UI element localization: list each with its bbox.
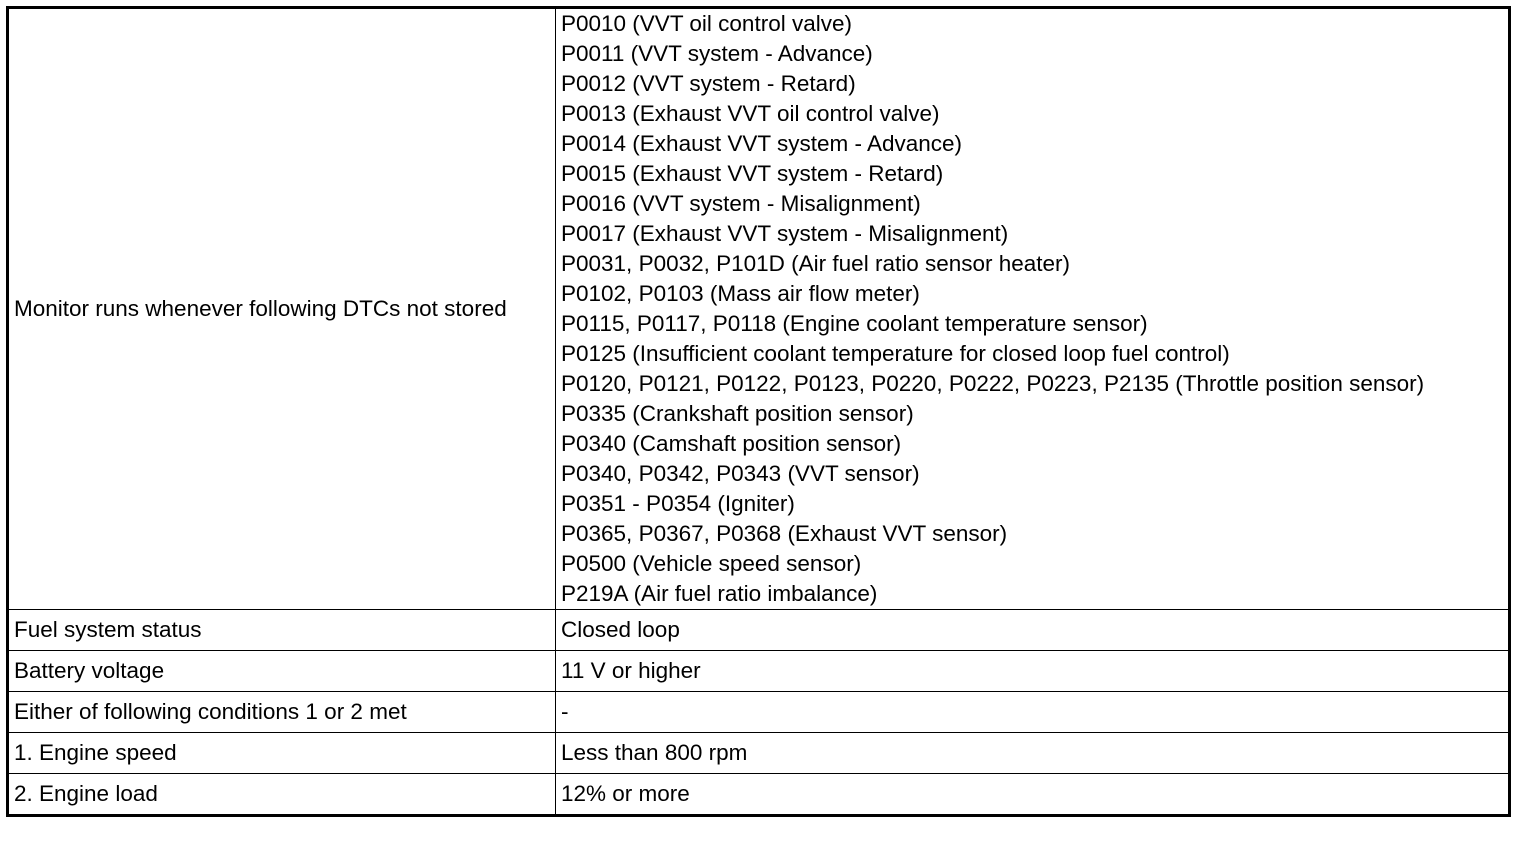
dtc-item: P0351 - P0354 (Igniter) bbox=[561, 491, 795, 516]
dtc-item: P0016 (VVT system - Misalignment) bbox=[561, 191, 921, 216]
dtc-list bbox=[556, 8, 1510, 610]
dtc-item: P0102, P0103 (Mass air flow meter) bbox=[561, 281, 920, 306]
condition-value: - bbox=[556, 692, 1510, 733]
condition-value: Less than 800 rpm bbox=[556, 733, 1510, 774]
dtc-item: P0125 (Insufficient coolant temperature for closed loop fuel control) bbox=[561, 341, 1230, 366]
dtc-item: P0011 (VVT system - Advance) bbox=[561, 41, 873, 66]
dtc-item: P0115, P0117, P0118 (Engine coolant temperature sensor) bbox=[561, 311, 1148, 336]
condition-label: 2. Engine load bbox=[8, 774, 556, 816]
dtc-item: P0015 (Exhaust VVT system - Retard) bbox=[561, 161, 944, 186]
condition-label: Fuel system status bbox=[8, 610, 556, 651]
condition-label: Monitor runs whenever following DTCs not stored bbox=[8, 8, 556, 610]
table-row bbox=[8, 733, 1510, 774]
dtc-item: P219A (Air fuel ratio imbalance) bbox=[561, 581, 878, 606]
monitor-conditions-table bbox=[6, 6, 1511, 817]
dtc-item: P0012 (VVT system - Retard) bbox=[561, 71, 856, 96]
dtc-item: P0120, P0121, P0122, P0123, P0220, P0222, P0223, P2135 (Throttle position sensor) bbox=[561, 371, 1425, 396]
dtc-item: P0014 (Exhaust VVT system - Advance) bbox=[561, 131, 963, 156]
condition-value: Closed loop bbox=[556, 610, 1510, 651]
condition-value: 11 V or higher bbox=[556, 651, 1510, 692]
table-row bbox=[8, 774, 1510, 816]
condition-label: Battery voltage bbox=[8, 651, 556, 692]
dtc-item: P0031, P0032, P101D (Air fuel ratio sensor heater) bbox=[561, 251, 1071, 276]
dtc-item: P0340, P0342, P0343 (VVT sensor) bbox=[561, 461, 920, 486]
table-row bbox=[8, 8, 1510, 610]
dtc-item: P0500 (Vehicle speed sensor) bbox=[561, 551, 862, 576]
dtc-item: P0340 (Camshaft position sensor) bbox=[561, 431, 902, 456]
dtc-item: P0017 (Exhaust VVT system - Misalignment) bbox=[561, 221, 1009, 246]
dtc-item: P0013 (Exhaust VVT oil control valve) bbox=[561, 101, 940, 126]
table-row bbox=[8, 692, 1510, 733]
dtc-item: P0010 (VVT oil control valve) bbox=[561, 11, 852, 36]
condition-label: Either of following conditions 1 or 2 met bbox=[8, 692, 556, 733]
condition-value: 12% or more bbox=[556, 774, 1510, 816]
table-row bbox=[8, 610, 1510, 651]
dtc-item: P0365, P0367, P0368 (Exhaust VVT sensor) bbox=[561, 521, 1008, 546]
condition-label: 1. Engine speed bbox=[8, 733, 556, 774]
table-row bbox=[8, 651, 1510, 692]
dtc-item: P0335 (Crankshaft position sensor) bbox=[561, 401, 914, 426]
